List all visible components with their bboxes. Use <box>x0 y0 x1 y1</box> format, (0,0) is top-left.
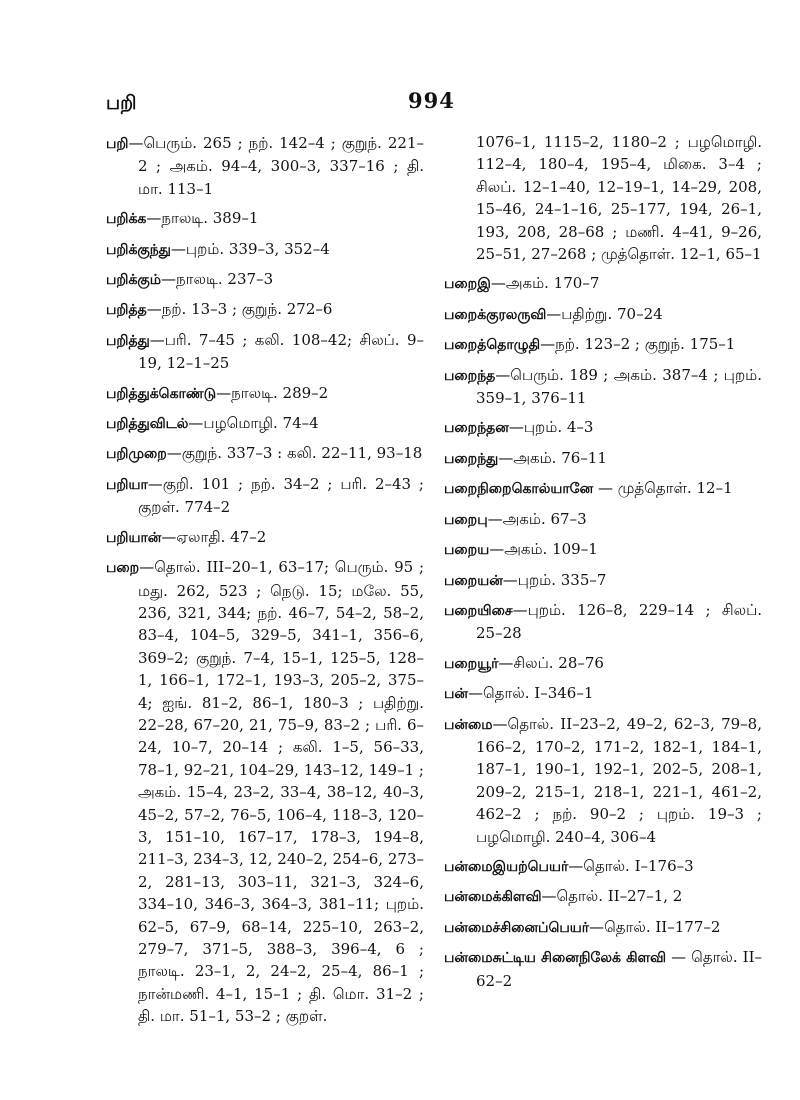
entry-references: நற். 13–3 ; குறுந். 272–6 <box>161 300 333 319</box>
index-entry <box>444 364 762 410</box>
entry-dash: — <box>487 509 503 528</box>
entry-headword: பறைந்த <box>444 367 496 384</box>
entry-references: தொல். II–62–2 <box>476 948 763 990</box>
entry-dash: — <box>490 274 506 293</box>
entry-dash: — <box>593 479 618 498</box>
index-entry <box>444 652 762 675</box>
entry-dash: — <box>139 558 155 577</box>
entry-references: நாலடி. 289–2 <box>231 383 329 402</box>
index-entry <box>444 916 762 939</box>
entry-dash: — <box>546 304 562 323</box>
entry-references: தொல். I–346–1 <box>483 684 594 703</box>
entry-dash: — <box>512 600 528 619</box>
entry-references: பதிற்று. 70–24 <box>561 304 663 323</box>
entry-headword: பறைஇ <box>444 276 491 293</box>
entry-headword: பறையூர் <box>444 655 499 672</box>
index-entry <box>444 333 762 356</box>
entry-dash: — <box>508 418 524 437</box>
entry-dash: — <box>492 714 508 733</box>
index-entry <box>106 556 424 1028</box>
entry-headword: பறைக்குரலருவி <box>444 306 547 323</box>
entry-headword: பன்மைசுட்டிய சினைநிலேக் கிளவி <box>444 950 667 967</box>
entry-headword: பறித்து <box>106 332 150 349</box>
entry-headword: பறி <box>106 136 129 152</box>
index-entry <box>106 298 424 321</box>
entry-references: நாலடி. 389–1 <box>161 209 259 228</box>
entry-references: அகம். 109–1 <box>504 540 598 559</box>
entry-dash: — <box>188 414 204 433</box>
entry-references: குறி. 101 ; நற். 34–2 ; பரி. 2–43 ; குறள். 774–2 <box>138 474 424 517</box>
right-column <box>444 131 762 999</box>
entry-headword: பறிமுறை <box>106 446 167 463</box>
entry-references: புறம். 4–3 <box>523 418 594 437</box>
entry-references: பெரும். 189 ; அகம். 387–4 ; புறம். 359–1, 376–11 <box>476 365 762 408</box>
entry-references: பெரும். 265 ; நற். 142–4 ; குறுந். 221–2 ; அகம். 94–4, 300–3, 337–16 ; தி. மா. 113–1 <box>138 134 424 198</box>
index-entry <box>106 268 424 291</box>
entry-references: பரி. 7–45 ; கலி. 108–42; சிலப். 9–19, 12–1–25 <box>138 330 424 373</box>
entry-dash: — <box>498 448 514 467</box>
entry-references: முத்தொள். 12–1 <box>617 479 733 498</box>
index-entry <box>444 855 762 878</box>
entry-references: அகம். 67–3 <box>502 509 587 528</box>
index-entry <box>444 682 762 705</box>
entry-headword: பறியா <box>106 476 148 493</box>
entry-dash: — <box>149 330 165 349</box>
entry-headword: பறித்த <box>106 302 147 319</box>
entry-dash: — <box>161 270 177 289</box>
entry-dash: — <box>161 527 177 546</box>
index-entry <box>106 132 424 200</box>
index-entry <box>444 885 762 908</box>
entry-dash: — <box>498 653 514 672</box>
entry-dash: — <box>146 209 162 228</box>
entry-dash: — <box>166 444 182 463</box>
entry-dash: — <box>216 383 232 402</box>
entry-headword: பறிக்க <box>106 211 147 228</box>
entry-headword: பன்மைஇயற்பெயர் <box>444 858 569 875</box>
entry-headword: பறிக்குந்து <box>106 241 171 258</box>
entry-dash: — <box>468 684 483 703</box>
page-number: 994 <box>408 88 455 113</box>
index-entry <box>106 207 424 230</box>
index-entry <box>106 442 424 465</box>
entry-references: பழமொழி. 74–4 <box>203 414 319 433</box>
left-column <box>106 132 424 1035</box>
index-entry <box>444 447 762 470</box>
entry-references: தொல். II–177–2 <box>604 917 721 936</box>
entry-headword: பன்மை <box>444 716 493 733</box>
entry-dash: — <box>128 134 144 152</box>
entry-headword: பறியான் <box>106 529 162 546</box>
entry-headword: பறைந்து <box>444 450 499 467</box>
entry-references: தொல். III–20–1, 63–17; பெரும். 95 ; மது. 262, 523 ; நெடு. 15; மலே. 55, 236, 321, 344; நற். 46–7, 54–2, 58–2, 83–4, 104–5, 329–5, 341–1, 356–6, 369–2; குறுந். 7–4, 15–1, 125–5, 128–1, 166–1, 172–1, 193–3, 205–2, 375–4; ஐங். 81–2, 86–1, 180–3 ; பதிற்று. 22–28, 67–20, 21, 75–9, 83–2 ; பரி. 6–24, 10–7, 20–14 ; கலி. 1–5, 56–33, 78–1, 92–21, 104–29, 143–12, 149–1 ; அகம். 15–4, 23–2, 33–4, 38–12, 40–3, 45–2, 57–2, 76–5, 106–4, 118–3, 120–3, 151–10, 167–17, 178–3, 194–8, 211–3, 234–3, 12, 240–2, 254–6, 273–2, 281–13, 303–11, 321–3, 324–6, 334–10, 346–3, 364–3, 381–11; புறம். 62–5, 67–9, 68–14, 225–10, 263–2, 279–7, 371–5, 388–3, 396–4, 6 ; நாலடி. 23–1, 2, 24–2, 25–4, 86–1 ; நான்மணி. 4–1, 15–1 ; தி. மொ. 31–2 ; தி. மா. 51–1, 53–2 ; குறள். <box>138 558 424 1026</box>
entry-references: அகம். 76–11 <box>513 448 607 467</box>
entry-headword: பன்மைக்கிளவி <box>444 889 542 906</box>
entry-dash: — <box>502 570 518 589</box>
index-entry <box>444 303 762 326</box>
entry-headword: பறித்துக்கொண்டு <box>106 385 217 402</box>
entry-headword: பறிக்கும் <box>106 272 162 289</box>
entry-dash: — <box>568 856 584 875</box>
entry-references: அகம். 170–7 <box>505 274 600 293</box>
entry-headword: பறைந்தன <box>444 420 509 437</box>
entry-dash: — <box>146 300 162 319</box>
entry-references: தொல். I–176–3 <box>583 856 694 875</box>
entry-headword: பறையன் <box>444 572 503 589</box>
index-entry <box>444 538 762 561</box>
index-entry <box>444 946 762 992</box>
entry-dash: — <box>495 365 511 384</box>
entry-references: நாலடி. 237–3 <box>176 270 274 289</box>
entry-references: 1076–1, 1115–2, 1180–2 ; பழமொழி. 112–4, 180–4, 195–4, மிகை. 3–4 ; சிலப். 12–1–40, 12–19–1, 14–29, 208, 15–46, 24–1–16, 25–177, 194, 26–1, 193, 208, 28–68 ; மணி. 4–41, 9–26, 25–51, 27–268 ; முத்தொள். 12–1, 65–1 <box>476 133 762 264</box>
index-entry <box>444 416 762 439</box>
entry-dash: — <box>170 239 186 258</box>
index-entry <box>106 238 424 261</box>
entry-references: சிலப். 28–76 <box>513 653 604 672</box>
entry-references: நற். 123–2 ; குறுந். 175–1 <box>555 335 736 354</box>
entry-headword: பறைய <box>444 542 490 559</box>
entry-dash: — <box>541 887 557 906</box>
index-entry <box>106 412 424 435</box>
index-entry <box>444 569 762 592</box>
index-entry <box>444 477 762 500</box>
entry-headword: பறையிசை <box>444 602 513 619</box>
entry-headword: பன் <box>444 686 468 703</box>
entry-dash: — <box>489 540 505 559</box>
entry-references: புறம். 126–8, 229–14 ; சிலப். 25–28 <box>476 600 762 643</box>
entry-references: குறுந். 337–3 : கலி. 22–11, 93–18 <box>181 444 423 463</box>
entry-references: புறம். 335–7 <box>517 570 607 589</box>
index-entry <box>444 508 762 531</box>
entry-references: தொல். II–27–1, 2 <box>556 887 683 906</box>
entry-references: ஏலாதி. 47–2 <box>176 527 267 546</box>
index-entry <box>106 473 424 519</box>
entry-headword: பறை <box>106 560 140 577</box>
running-head: பறி <box>106 92 137 114</box>
entry-headword: பன்மைச்சினைப்பெயர் <box>444 919 590 936</box>
entry-headword: பறைத்தொழுதி <box>444 337 541 354</box>
index-entry <box>444 713 762 848</box>
entry-headword: பறித்துவிடல் <box>106 416 189 433</box>
entry-dash: — <box>147 474 163 493</box>
index-entry <box>106 329 424 375</box>
index-entry <box>444 272 762 295</box>
entry-dash: — <box>666 948 692 967</box>
index-entry <box>106 382 424 405</box>
entry-references: புறம். 339–3, 352–4 <box>185 239 330 258</box>
index-entry <box>106 526 424 549</box>
entry-dash: — <box>540 335 556 354</box>
index-entry <box>444 599 762 645</box>
entry-dash: — <box>589 917 605 936</box>
entry-references: தொல். II–23–2, 49–2, 62–3, 79–8, 166–2, 170–2, 171–2, 182–1, 184–1, 187–1, 190–1, 192–1, 202–5, 208–1, 209–2, 215–1, 218–1, 221–1, 461–2, 462–2 ; நற். 90–2 ; புறம். 19–3 ; பழமொழி. 240–4, 306–4 <box>476 714 762 846</box>
entry-headword: பறைநிறைகொல்யானே <box>444 481 594 498</box>
index-entry <box>444 131 762 265</box>
entry-headword: பறைபு <box>444 511 488 528</box>
